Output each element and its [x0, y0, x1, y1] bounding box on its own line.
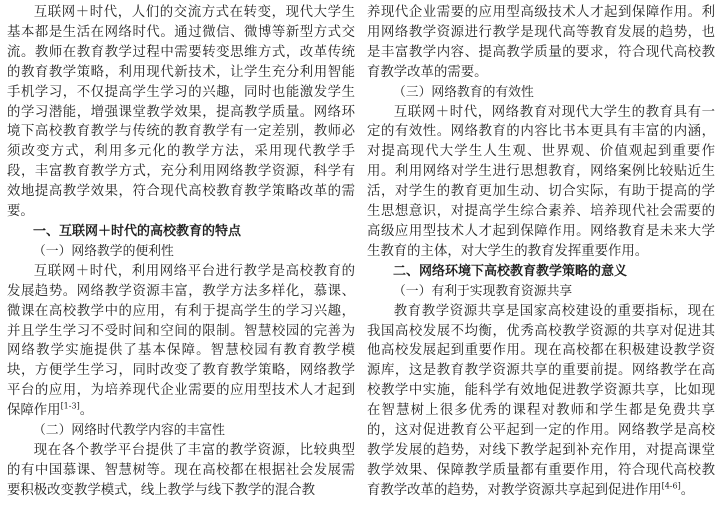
- paragraph-intro: 互联网＋时代，人们的交流方式在转变，现代大学生基本都是生活在网络时代。通过微信、微博等新型方式交流。教师在教育教学过程中需要转变思维方式，改革传统的教育教学策略，利用现代新技术，让学生充分利用智能手机学习，不仅提高学生学习的兴趣，同时也能激发学生的学习潜能，增强课堂教学效果，提高教学质量。网络环境下高校教育教学与传统的教育教学有一定差别，教师必须改变方式，利用多元化的教学方法，采用现代教学手段，丰富教育教学方式，充分利用网络教学资源，科学有效地提高教学效果，符合现代高校教育教学策略改革的需要。: [7, 5, 355, 220]
- section-heading-2: 二、网络环境下高校教育教学策略的意义: [393, 263, 628, 279]
- citation: [1-3]: [60, 401, 80, 411]
- paragraph-end-mark: 。: [79, 403, 94, 419]
- right-column: [367, 3, 715, 501]
- paragraph-convenience-text: 互联网＋时代，利用网络平台进行教学是高校教育的发展趋势。网络教学资源丰富，教学方法多样化，慕课、微课在高校教学中的应用，有利于提高学生的学习兴趣，并且学生学习不受时间和空间的限制。智慧校园的完善为网络教学实施提供了基本保障。智慧校园有教育教学模块，方便学生学习，同时改变了教育教学策略，网络教学平台的应用，为培养现代企业需要的应用型技术人才起到保障作用: [7, 263, 355, 419]
- subsection-heading-1-1: （一）网络教学的便利性: [33, 243, 174, 259]
- citation: [4-6]: [661, 481, 681, 491]
- subsection-heading-1-2: （二）网络时代教学内容的丰富性: [33, 423, 225, 439]
- left-column: [7, 3, 355, 501]
- paragraph-resource-sharing-text: 教育教学资源共享是国家高校建设的重要指标，现在我国高校发展不均衡，优秀高校教学资源的共享对促进其他高校发展起到重要作用。现在高校都在积极建设教学资源库，这是教育教学资源共享的重要前提。网络教学在高校教学中实施，能科学有效地促进教学资源共享，比如现在智慧树上很多优秀的课程对教师和学生都是免费共享的，这对促进教育公平起到一定的作用。网络教学是高校教学发展的趋势，对线下教学起到补充作用，对提高课堂教学效果、保障教学质量都有重要作用，符合现代高校教育教学改革的趋势，对教学资源共享起到促进作用: [367, 303, 715, 498]
- paragraph-end-mark: 。: [680, 482, 695, 498]
- paragraph-richness: 现在各个教学平台提供了丰富的教学资源，比较典型的有中国慕课、智慧树等。现在高校都在根据社会发展需要积极改变教学模式，线上教学与线下教学的混合教: [7, 442, 355, 498]
- paragraph-richness-continued: 养现代企业需要的应用型高级技术人才起到保障作用。利用网络教学资源进行教学是现代高等教育发展的趋势，也是丰富教学内容、提高教学质量的要求，符合现代高校教育教学改革的需要。: [367, 5, 715, 80]
- paragraph-resource-sharing: [367, 302, 715, 501]
- section-heading-1: 一、互联网＋时代的高校教育的特点: [33, 223, 242, 239]
- subsection-heading-1-3: （三）网络教育的有效性: [393, 84, 534, 100]
- paragraph-effectiveness: 互联网＋时代，网络教育对现代大学生的教育具有一定的有效性。网络教育的内容比书本更具有丰富的内涵，对提高现代大学生人生观、世界观、价值观起到重要作用。利用网络对学生进行思想教育，网络案例比较贴近生活，对学生的教育更加生动、切合实际，有助于提高的学生思想意识，对提高学生综合素养、培养现代社会需要的高级应用型技术人才起到保障作用。网络教育是未来大学生教育的主体，对大学生的教育发挥重要作用。: [367, 104, 715, 259]
- subsection-heading-2-1: （一）有利于实现教育资源共享: [393, 283, 573, 299]
- paragraph-convenience: [7, 262, 355, 421]
